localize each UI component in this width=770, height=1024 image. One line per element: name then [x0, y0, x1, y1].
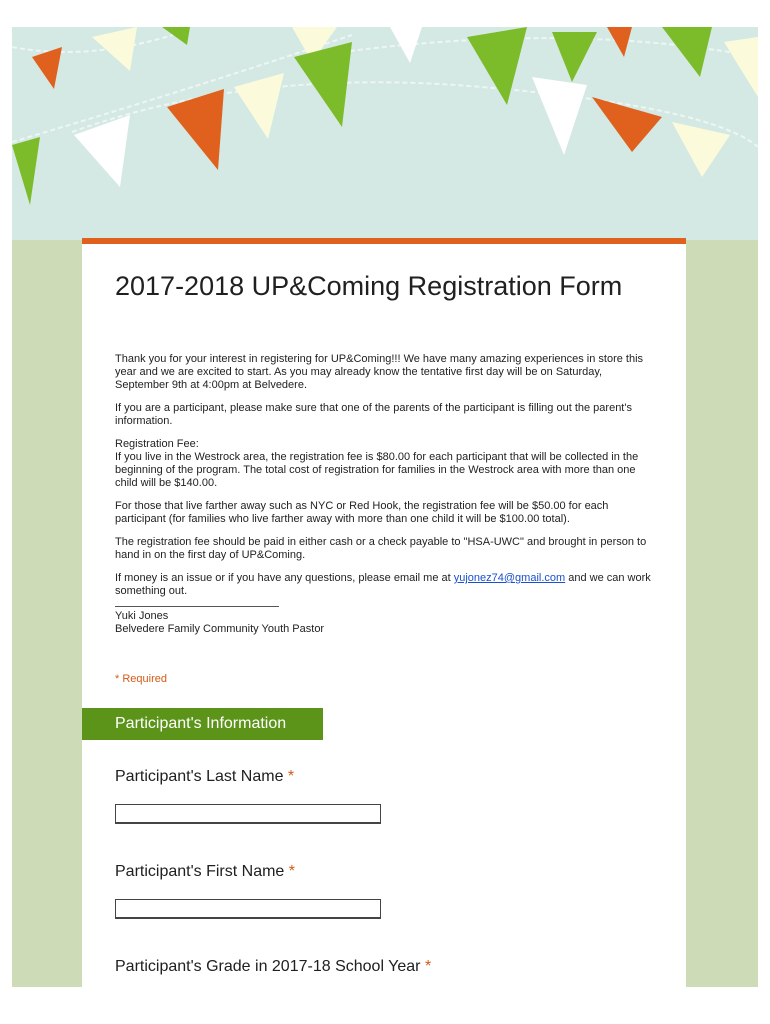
intro-paragraph: Thank you for your interest in registering for UP&Coming!!! We have many amazing experiences in store this year and we are excited to start. As you may already know the tentative first day will be on Saturday, September 9th at 4:00pm at Belvedere. — [115, 353, 644, 391]
question-first-name-label — [115, 863, 295, 881]
question-label-text: Participant's Grade in 2017-18 School Year — [115, 958, 421, 975]
bunting-illustration — [12, 27, 758, 240]
question-grade-label — [115, 958, 431, 976]
fee-heading: Registration Fee: — [115, 438, 199, 450]
payment-paragraph: The registration fee should be paid in either cash or a check payable to "HSA-UWC" and brought in person to hand in on the first day of UP&Coming. — [115, 536, 647, 561]
contact-text-after: and we can work something out. — [115, 572, 651, 597]
form-card — [82, 238, 686, 987]
signature-title: Belvedere Family Community Youth Pastor — [115, 623, 325, 635]
question-last-name-label — [115, 768, 294, 786]
question-label-text: Participant's First Name — [115, 863, 285, 880]
card-accent-bar — [82, 238, 686, 244]
form-description — [115, 353, 655, 636]
fee-paragraph — [115, 438, 655, 490]
section-header-participant-info: Participant's Information — [82, 708, 323, 740]
participant-note: If you are a participant, please make sure that one of the parents of the participant is filling out the parent's information. — [115, 402, 632, 427]
last-name-input[interactable] — [115, 804, 381, 824]
required-asterisk: * — [288, 863, 296, 880]
signature-name: Yuki Jones — [115, 610, 169, 622]
required-asterisk: * — [424, 958, 432, 975]
question-label-text: Participant's Last Name — [115, 768, 284, 785]
fee-far-paragraph: For those that live farther away such as NYC or Red Hook, the registration fee will be $50.00 for each participant (for families who live farther away with more than one child it will be $100.00 total). — [115, 500, 609, 525]
email-link[interactable]: yujonez74@gmail.com — [453, 572, 566, 584]
form-title: 2017-2018 UP&Coming Registration Form — [115, 271, 623, 301]
contact-text-before: If money is an issue or if you have any questions, please email me at — [115, 572, 454, 584]
first-name-input[interactable] — [115, 899, 381, 919]
required-asterisk: * — [287, 768, 295, 785]
form-page-background — [12, 27, 758, 987]
required-note: * Required — [115, 673, 167, 685]
header-banner-image — [12, 27, 758, 240]
contact-paragraph — [115, 572, 655, 598]
fee-westrock-text: If you live in the Westrock area, the registration fee is $80.00 for each participant that will be collected in the beginning of the program. The total cost of registration for families in the Westrock area with more than one child will be $140.00. — [115, 451, 639, 489]
